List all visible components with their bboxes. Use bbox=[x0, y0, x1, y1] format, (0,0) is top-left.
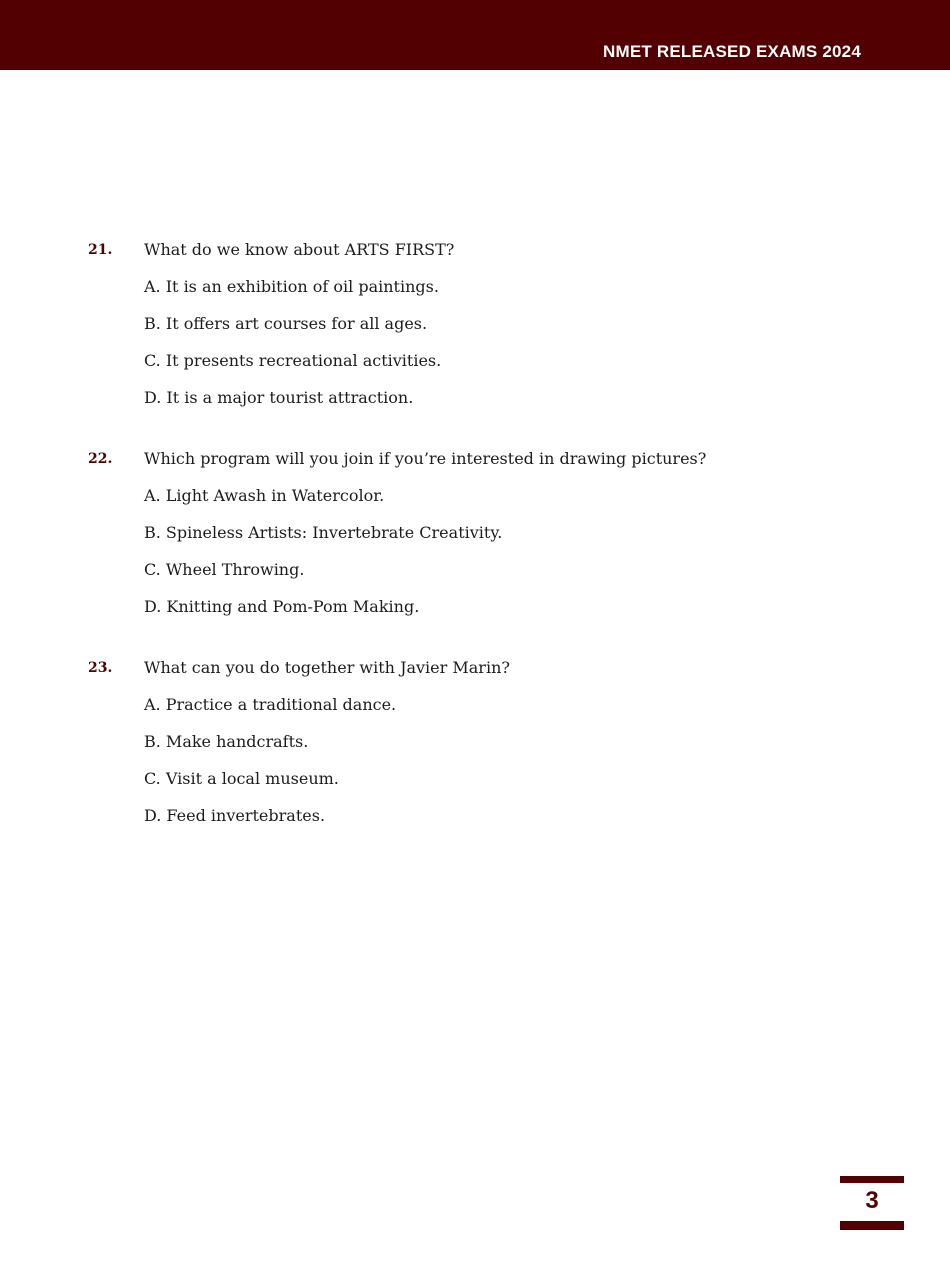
question-text: Which program will you join if you’re interested in drawing pictures? bbox=[144, 449, 707, 468]
option-c: C. It presents recreational activities. bbox=[144, 351, 442, 370]
header-title: NMET RELEASED EXAMS 2024 bbox=[603, 42, 861, 61]
page-number-block bbox=[840, 1176, 904, 1230]
option-c: C. Wheel Throwing. bbox=[144, 560, 305, 579]
option-d: D. It is a major tourist attraction. bbox=[144, 388, 414, 407]
question-list bbox=[0, 238, 950, 865]
question-number: 22. bbox=[88, 451, 113, 467]
option-d: D. Knitting and Pom-Pom Making. bbox=[144, 597, 420, 616]
option-b: B. Make handcrafts. bbox=[144, 732, 309, 751]
question-number: 21. bbox=[88, 242, 113, 258]
page-number-rule-bottom bbox=[840, 1221, 904, 1230]
question-text: What do we know about ARTS FIRST? bbox=[144, 240, 455, 259]
option-c: C. Visit a local museum. bbox=[144, 769, 339, 788]
option-a: A. Light Awash in Watercolor. bbox=[144, 486, 385, 505]
question-23 bbox=[0, 656, 950, 828]
option-a: A. It is an exhibition of oil paintings. bbox=[144, 277, 439, 296]
question-21 bbox=[0, 238, 950, 410]
header-bar bbox=[0, 0, 950, 70]
option-d: D. Feed invertebrates. bbox=[144, 806, 326, 825]
option-a: A. Practice a traditional dance. bbox=[144, 695, 397, 714]
question-text: What can you do together with Javier Marin? bbox=[144, 658, 510, 677]
page-number: 3 bbox=[865, 1187, 879, 1214]
question-22 bbox=[0, 447, 950, 619]
option-b: B. It offers art courses for all ages. bbox=[144, 314, 428, 333]
page-number-rule-top bbox=[840, 1176, 904, 1183]
option-b: B. Spineless Artists: Invertebrate Creativity. bbox=[144, 523, 503, 542]
question-number: 23. bbox=[88, 660, 113, 676]
